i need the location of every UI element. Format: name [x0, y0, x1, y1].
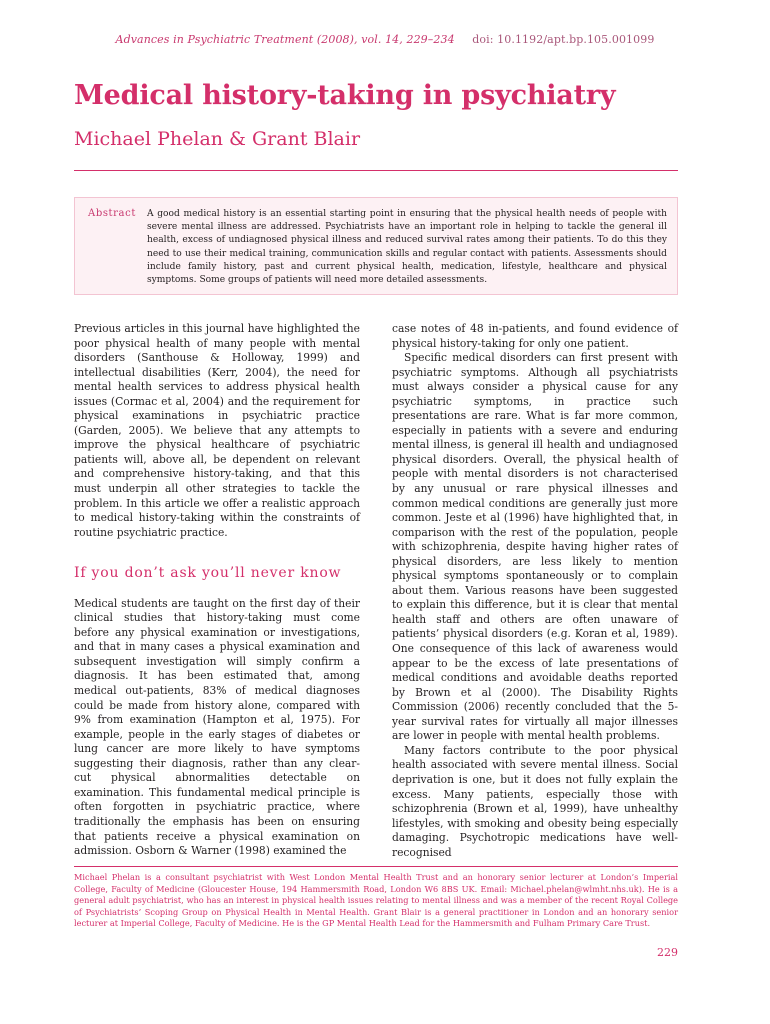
body-column-left — [74, 322, 360, 859]
body-paragraph: Specific medical disorders can first present with psychiatric symptoms. Although all psychiatrists must always consider a physical cause for any psychiatric symptoms, in practice such presentations are rare. What is far more common, especially in patients with a severe and enduring mental illness, is general ill health and undiagnosed physical disorders. Overall, the physical health of people with mental disorders is not characterised by any unusual or rare physical illnesses and common medical conditions are generally just more common. Jeste et al (1996) have highlighted that, in comparison with the rest of the population, people with schizophrenia, despite having higher rates of physical disorders, are less likely to mention physical symptoms spontaneously or to complain about them. Various reasons have been suggested to explain this difference, but it is clear that mental health staff and others are often unaware of patients’ physical disorders (e.g. Koran et al, 1989). One consequence of this lack of awareness would appear to be the excess of late presentations of medical conditions and avoidable deaths reported by Brown et al (2000). The Disability Rights Commission (2006) recently concluded that the 5-year survival rates for virtually all major illnesses are lower in people with mental health problems. — [392, 351, 678, 743]
body-column-right — [392, 322, 678, 860]
article-title: Medical history-taking in psychiatry — [74, 80, 616, 111]
body-paragraph: Previous articles in this journal have highlighted the poor physical health of many people with mental disorders (Santhouse & Holloway, 1999) and intellectual disabilities (Kerr, 2004), the need for mental health services to address physical health issues (Cormac et al, 2004) and the requirement for physical examinations in psychiatric practice (Garden, 2005). We believe that any attempts to improve the physical healthcare of psychiatric patients will, above all, be dependent on relevant and comprehensive history-taking, and that this must underpin all other strategies to tackle the problem. In this article we offer a realistic approach to medical history-taking within the constraints of routine psychiatric practice. — [74, 322, 360, 539]
footnote-divider — [74, 866, 678, 867]
page-number: 229 — [657, 946, 678, 959]
abstract-text: A good medical history is an essential starting point in ensuring that the physical health needs of people with severe mental illness are addressed. Psychiatrists have an important role in helping to tackle the general ill health, excess of undiagnosed physical illness and reduced survival rates among their patients. To do this they need to use their medical training, communication skills and regular contact with patients. Assessments should include family history, past and current physical health, medication, lifestyle, healthcare and physical symptoms. Some groups of patients will need more detailed assessments. — [147, 209, 667, 286]
article-authors: Michael Phelan & Grant Blair — [74, 128, 361, 150]
doi-link[interactable]: doi: 10.1192/apt.bp.105.001099 — [472, 33, 655, 46]
body-paragraph: case notes of 48 in-patients, and found evidence of physical history-taking for only one patient. — [392, 322, 678, 350]
running-head — [0, 33, 770, 46]
author-footnote: Michael Phelan is a consultant psychiatrist with West London Mental Health Trust and an honorary senior lecturer at London’s Imperial College, Faculty of Medicine (Gloucester House, 194 Hammersmith Road, London W6 8BS UK. Email: Michael.phelan@wlmht.nhs.uk). He is a general adult psychiatrist, who has an interest in physical health issues relating to mental illness and was a member of the recent Royal College of Psychiatrists’ Scoping Group on Physical Health in Mental Health. Grant Blair is a general practitioner in London and an honorary senior lecturer at Imperial College, Faculty of Medicine. He is the GP Mental Health Lead for the Hammersmith and Fulham Primary Care Trust. — [74, 872, 678, 928]
abstract-label: Abstract — [88, 208, 136, 219]
body-paragraph: Medical students are taught on the first day of their clinical studies that history-taking must come before any physical examination or investigations, and that in many cases a physical examination and subsequent investigation will simply confirm a diagnosis. It has been estimated that, among medical out-patients, 83% of medical diagnoses could be made from history alone, compared with 9% from examination (Hampton et al, 1975). For example, people in the early stages of diabetes or lung cancer are more likely to have symptoms suggesting their diagnosis, rather than any clear-cut physical abnormalities detectable on examination. This fundamental medical principle is often forgotten in psychiatric practice, where traditionally the emphasis has been on ensuring that patients receive a physical examination on admission. Osborn & Warner (1998) examined the — [74, 596, 360, 858]
abstract-box — [74, 197, 678, 295]
title-divider — [74, 170, 678, 171]
journal-citation: Advances in Psychiatric Treatment (2008), vol. 14, 229–234 — [115, 33, 455, 46]
section-heading: If you don’t ask you’ll never know — [74, 565, 342, 582]
body-paragraph: Many factors contribute to the poor physical health associated with severe mental illness. Social deprivation is one, but it does not fully explain the excess. Many patients, especially those with schizophrenia (Brown et al, 1999), have unhealthy lifestyles, with smoking and obesity being especially damaging. Psychotropic medications have well-recognised — [392, 743, 678, 859]
